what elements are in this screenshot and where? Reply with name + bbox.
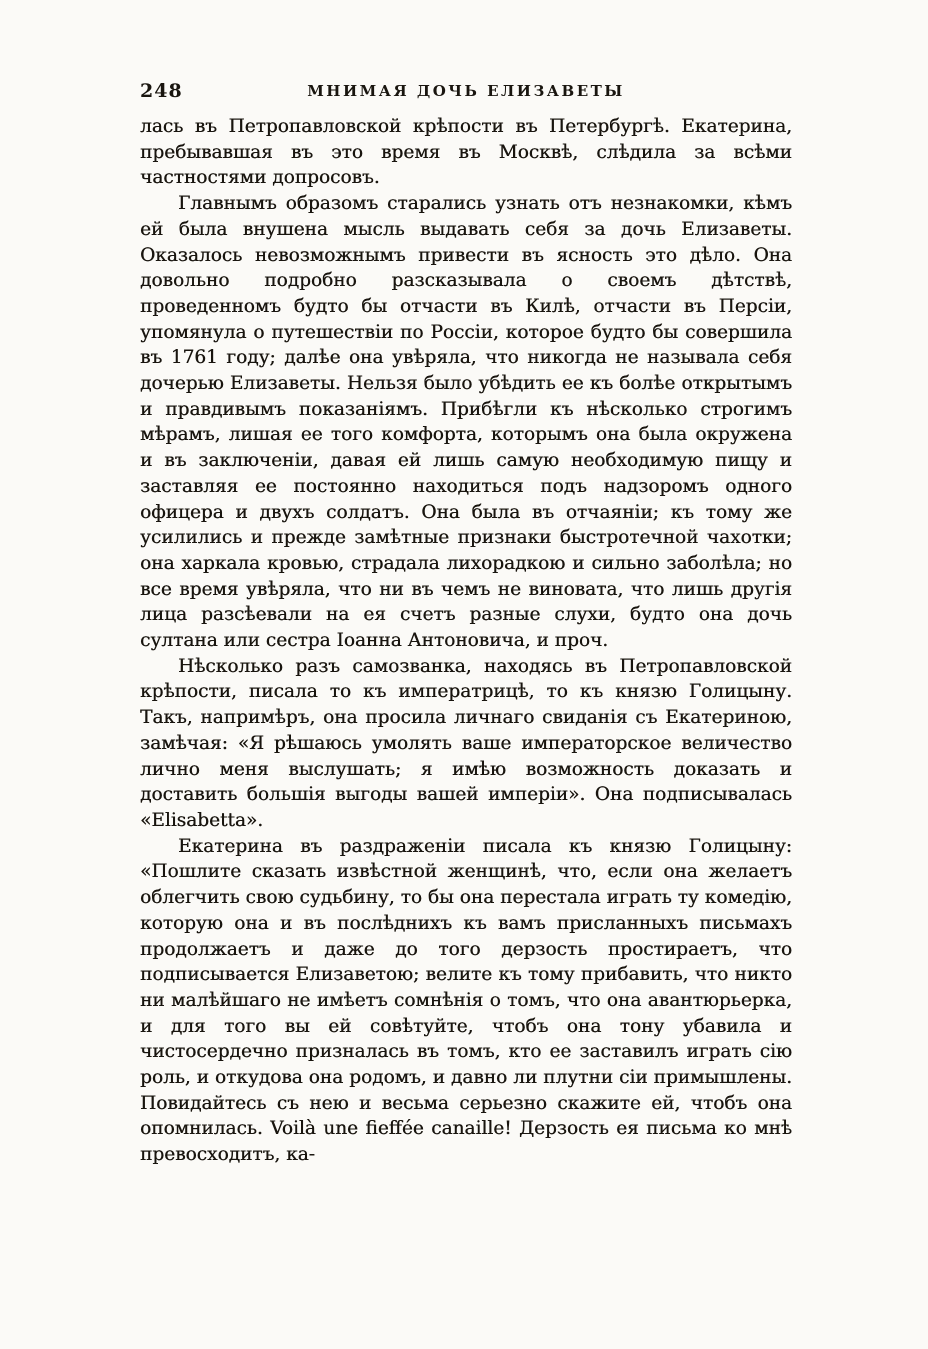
paragraph-catherine-reply: Екатерина въ раздраженіи писала къ князю Голицыну: «Пошлите сказать извѣстной женщинѣ, что, если она желаетъ облегчить свою судьбину, то бы она перестала играть ту комедію, которую она и въ послѣднихъ къ вамъ присланныхъ письмахъ продолжаетъ и даже до того дерзость простираетъ, что подписывается Елизаветою; велите къ тому прибавить, что никто ни малѣйшаго не имѣетъ сомнѣнія о томъ, что она авантюрьерка, и для того вы ей совѣтуйте, чтобъ она тону убавила и чистосердечно призналась въ томъ, кто ее заставилъ играть сію роль, и откудова она родомъ, и давно ли плутни сіи примышлены. Повидайтесь съ нею и весьма серьезно скажите ей, чтобъ она опомнилась. Voilà une fieffée canaille! Дерзость ея письма ко мнѣ превосходитъ, ка- xyxy=(140,835,792,1166)
page-header xyxy=(140,80,792,106)
body-text xyxy=(140,114,792,1168)
running-title: МНИМАЯ ДОЧЬ ЕЛИЗАВЕТЫ xyxy=(307,82,625,100)
paragraph-continuation: лась въ Петропавловской крѣпости въ Петербургѣ. Екатерина, пребывавшая въ это время въ Москвѣ, слѣдила за всѣми частностями допросовъ. xyxy=(140,116,792,189)
paragraph-interrogation: Главнымъ образомъ старались узнать отъ незнакомки, кѣмъ ей была внушена мысль выдавать себя за дочь Елизаветы. Оказалось невозможнымъ привести въ ясность это дѣло. Она довольно подробно разсказывала о своемъ дѣтствѣ, проведенномъ будто бы отчасти въ Килѣ, отчасти въ Персіи, упомянула о путешествіи по Россіи, которое будто бы совершила въ 1761 году; далѣе она увѣряла, что никогда не называла себя дочерью Елизаветы. Нельзя было убѣдить ее къ болѣе открытымъ и правдивымъ показаніямъ. Прибѣгли къ нѣсколько строгимъ мѣрамъ, лишая ее того комфорта, которымъ она была окружена и въ заключеніи, давая ей лишь самую необходимую пищу и заставляя ее постоянно находиться подъ надзоромъ одного офицера и двухъ солдатъ. Она была въ отчаяніи; къ тому же усилились и прежде замѣтные признаки быстротечной чахотки; она харкала кровью, страдала лихорадкою и сильно заболѣла; но все время увѣряла, что ни въ чемъ не виновата, что лишь другія лица разсѣевали на ея счетъ разные слухи, будто она дочь султана или сестра Іоанна Антоновича, и проч. xyxy=(140,193,792,652)
page-number: 248 xyxy=(140,80,183,102)
paragraph-letters-to-empress: Нѣсколько разъ самозванка, находясь въ Петропавловской крѣпости, писала то къ императрицѣ, то къ князю Голицыну. Такъ, напримѣръ, она просила личнаго свиданія съ Екатериною, замѣчая: «Я рѣшаюсь умолять ваше императорское величество лично меня выслушать; я имѣю возможность доказать и доставить большія выгоды вашей имперіи». Она подписывалась «Elisabetta». xyxy=(140,655,792,831)
